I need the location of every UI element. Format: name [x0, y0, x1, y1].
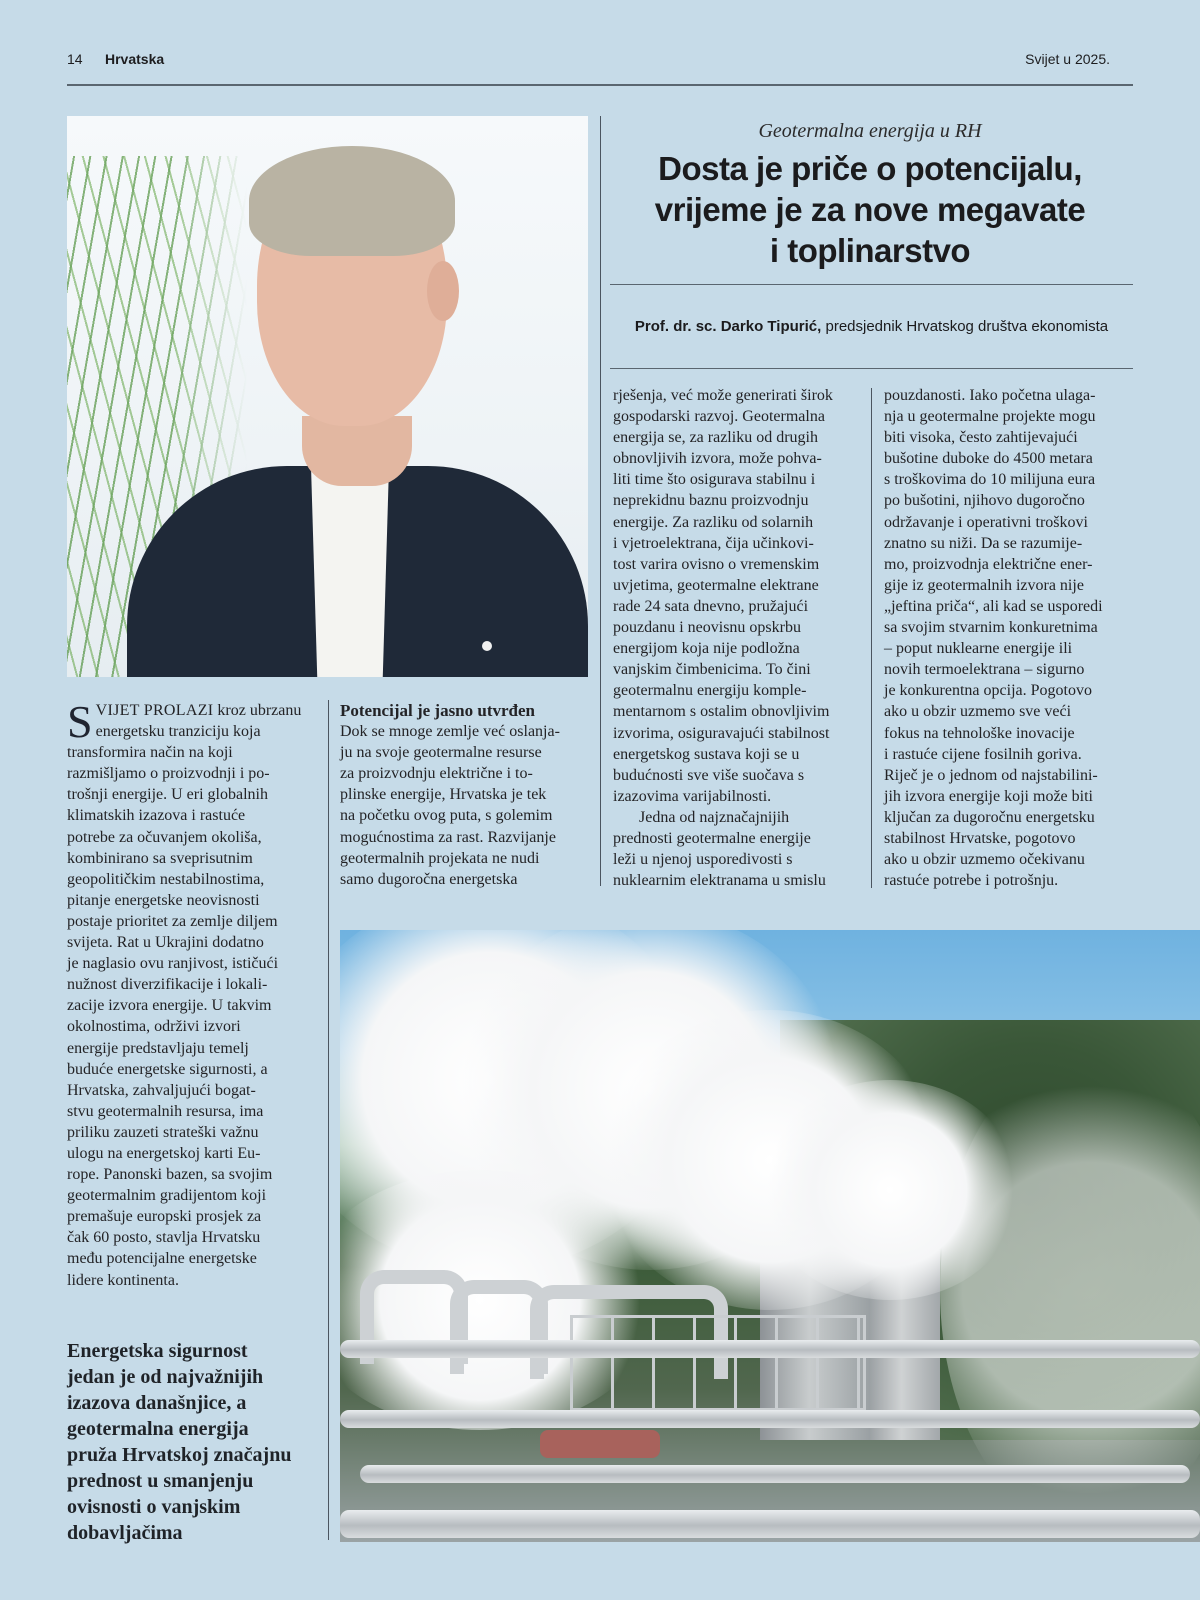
red-tank — [540, 1430, 660, 1458]
body-line: zacije izvora energije. U takvim — [67, 997, 272, 1015]
body-line: potrebe za očuvanjem okoliša, — [67, 828, 262, 846]
body-column-4 — [884, 385, 1134, 891]
body-line: nja u geotermalne projekte mogu — [884, 408, 1096, 426]
body-line: razmišljamo o proizvodnji i po- — [67, 765, 270, 783]
pipeline — [340, 1510, 1200, 1538]
page-number: 14 — [67, 51, 83, 67]
headline — [610, 148, 1130, 271]
body-line: gospodarski razvoj. Geotermalna — [613, 408, 825, 426]
body-line: mentarnom s ostalim obnovljivim — [613, 703, 830, 721]
subheading: Potencijal je jasno utvrđen — [340, 701, 536, 720]
body-line: Riječ je o jednom od najstabilini- — [884, 766, 1098, 784]
body-line: održavanje i operativni troškovi — [884, 513, 1088, 531]
body-line: plinske energije, Hrvatska je tek — [340, 786, 547, 804]
body-line: neprekidnu baznu proizvodnju — [613, 492, 809, 510]
pull-quote-line: geotermalna energija — [67, 1418, 249, 1440]
headline-line: vrijeme je za nove megavate — [654, 191, 1086, 228]
drop-cap: S — [67, 696, 93, 747]
body-line: energije predstavljaju temelj — [67, 1039, 249, 1057]
section-name: Hrvatska — [105, 51, 165, 67]
body-line: svijeta. Rat u Ukrajini dodatno — [67, 934, 264, 952]
headline-line: i toplinarstvo — [769, 232, 971, 269]
body-line: po bušotini, njihovo dugoročno — [884, 492, 1085, 510]
body-line: rješenja, već može generirati širok — [613, 387, 833, 404]
body-line: stabilnost Hrvatske, pogotovo — [884, 829, 1076, 847]
pull-quote-line: prednost u smanjenju — [67, 1470, 254, 1492]
body-line: je naglasio ovu ranjivost, ističući — [67, 955, 279, 973]
body-line: ulogu na energetskoj karti Eu- — [67, 1144, 261, 1162]
body-line: energija se, za razliku od drugih — [613, 429, 818, 447]
pull-quote-line: izazova današnjice, a — [67, 1392, 247, 1414]
body-line: energetsku tranziciju koja — [95, 723, 261, 741]
body-line: klimatskih izazova i rastuće — [67, 807, 246, 825]
body-line: sa svojim stvarnim konkuretnima — [884, 619, 1098, 637]
body-line: energetskog sustava koji se u — [613, 745, 800, 763]
pull-quote-line: Energetska sigurnost — [67, 1340, 248, 1362]
body-line: među potencijalne energetske — [67, 1250, 257, 1268]
pull-quote — [67, 1338, 322, 1546]
body-line: čak 60 posto, stavlja Hrvatsku — [67, 1229, 261, 1247]
header-rule — [67, 84, 1133, 86]
body-line: – poput nuklearne energije ili — [884, 640, 1073, 658]
body-column-3 — [613, 385, 863, 891]
body-line: liti time što osigurava stabilnu i — [613, 471, 816, 489]
body-line: je konkurentna opcija. Pogotovo — [884, 682, 1092, 700]
body-line: s troškovima do 10 milijuna eura — [884, 471, 1096, 489]
body-column-1 — [67, 696, 311, 1291]
headline-line: Dosta je priče o potencijalu, — [658, 150, 1082, 187]
body-line: prednosti geotermalne energije — [613, 829, 811, 847]
body-line: Hrvatska, zahvaljujući bogat- — [67, 1081, 256, 1099]
body-line: lidere kontinenta. — [67, 1271, 179, 1289]
publication-name: Svijet u 2025. — [1025, 51, 1110, 67]
pipeline — [340, 1410, 1200, 1428]
pull-quote-line: pruža Hrvatskoj značajnu — [67, 1444, 292, 1466]
body-line: kroz ubrzanu — [213, 702, 302, 719]
body-line: premašuje europski prosjek za — [67, 1208, 262, 1226]
body-line: na početku ovog puta, s golemim — [340, 807, 553, 825]
geothermal-plant-photo — [340, 930, 1200, 1542]
kicker: Geotermalna energija u RH — [758, 120, 982, 142]
body-line: rastuće potrebe i potrošnju. — [884, 872, 1059, 890]
body-line: pouzdanosti. Iako početna ulaga- — [884, 387, 1096, 404]
body-line: vanjskim čimbenicima. To čini — [613, 661, 811, 679]
pipeline — [340, 1340, 1200, 1358]
body-line: energijom koja nije podložna — [613, 640, 800, 658]
body-line: budućnosti sve više suočava s — [613, 766, 805, 784]
body-line: leži u njenoj usporedivosti s — [613, 851, 793, 869]
body-line: Dok se mnoge zemlje već oslanja- — [340, 723, 560, 741]
column-divider — [328, 700, 329, 1540]
body-line: postaje prioritet za zemlje diljem — [67, 912, 278, 930]
body-line: geotermalnu energiju komple- — [613, 682, 807, 700]
body-line: ju na svoje geotermalne resurse — [340, 744, 542, 762]
body-line: geotermalnim gradijentom koji — [67, 1187, 267, 1205]
byline — [610, 318, 1133, 335]
portrait-neck — [302, 416, 412, 486]
body-line: izvorima, osiguravajući stabilnost — [613, 724, 830, 742]
pull-quote-line: ovisnosti o vanjskim — [67, 1496, 241, 1518]
body-line: okolnostima, održivi izvori — [67, 1018, 241, 1036]
body-line: priliku zauzeti strateški važnu — [67, 1123, 259, 1141]
body-line: pitanje energetske neovisnosti — [67, 891, 260, 909]
body-line: geotermalnih projekata ne nudi — [340, 849, 540, 867]
lapel-pin — [482, 641, 492, 651]
body-line: „jeftina priča“, ali kad se usporedi — [884, 597, 1103, 615]
body-line: nužnost diverzifikacije i lokali- — [67, 976, 268, 994]
lead-in: VIJET PROLAZI — [95, 702, 214, 719]
body-line: geopolitičkim nestabilnostima, — [67, 870, 265, 888]
body-line: jih izvora energije koji može biti — [884, 787, 1093, 805]
body-line: novih termoelektrana – sigurno — [884, 661, 1085, 679]
pull-quote-line: jedan je od najvažnijih — [67, 1366, 264, 1388]
body-line: fokus na tehnološke inovacije — [884, 724, 1075, 742]
body-line: energije. Za razliku od solarnih — [613, 513, 814, 531]
body-line: gije iz geotermalnih izvora nije — [884, 576, 1084, 594]
platform-railing — [570, 1315, 866, 1414]
portrait-photo — [67, 116, 588, 677]
author-role: predsjednik Hrvatskog društva ekonomista — [825, 318, 1109, 335]
body-line: kombinirano sa sveprisutnim — [67, 849, 253, 867]
body-line: rope. Panonski bazen, sa svojim — [67, 1166, 273, 1184]
pull-quote-line: dobavljačima — [67, 1522, 183, 1544]
body-line: Jedna od najznačajnijih — [639, 808, 790, 826]
title-rule — [610, 284, 1133, 285]
body-line: mogućnostima za rast. Razvijanje — [340, 828, 556, 846]
body-line: stvu geotermalnih resursa, ima — [67, 1102, 264, 1120]
body-line: ako u obzir uzmemo sve veći — [884, 703, 1072, 721]
pipeline — [360, 1465, 1190, 1483]
byline-rule — [610, 368, 1133, 369]
body-line: trošnji energije. U eri globalnih — [67, 786, 268, 804]
portrait-hair — [249, 146, 455, 256]
body-line: za proizvodnju električne i to- — [340, 765, 533, 783]
body-line: biti visoka, često zahtijevajući — [884, 429, 1078, 447]
body-line: mo, proizvodnja električne ener- — [884, 555, 1093, 573]
body-line: ključan za dugoročnu energetsku — [884, 808, 1095, 826]
body-line: bušotine duboke do 4500 metara — [884, 450, 1093, 468]
body-line: transformira način na koji — [67, 744, 233, 762]
body-line: izazovima varijabilnosti. — [613, 787, 772, 805]
body-line: i rastuće cijene fosilnih goriva. — [884, 745, 1082, 763]
column-divider — [600, 116, 601, 886]
body-line: i vjetroelektrana, čija učinkovi- — [613, 534, 814, 552]
body-line: samo dugoročna energetska — [340, 870, 518, 888]
body-line: pouzdanu i neovisnu opskrbu — [613, 619, 801, 637]
author-name: Prof. dr. sc. Darko Tipurić, — [634, 318, 822, 335]
body-column-2 — [340, 700, 590, 890]
body-line: ako u obzir uzmemo očekivanu — [884, 851, 1085, 869]
body-line: obnovljivih izvora, može pohva- — [613, 450, 822, 468]
body-line: buduće energetske sigurnosti, a — [67, 1060, 268, 1078]
portrait-ear — [427, 261, 459, 321]
body-line: tost varira ovisno o vremenskim — [613, 555, 820, 573]
body-line: znatno su niži. Da se razumije- — [884, 534, 1083, 552]
body-line: uvjetima, geotermalne elektrane — [613, 576, 819, 594]
body-line: rade 24 sata dnevno, pružajući — [613, 597, 809, 615]
column-divider — [871, 388, 872, 888]
body-line: nuklearnim elektranama u smislu — [613, 872, 826, 890]
